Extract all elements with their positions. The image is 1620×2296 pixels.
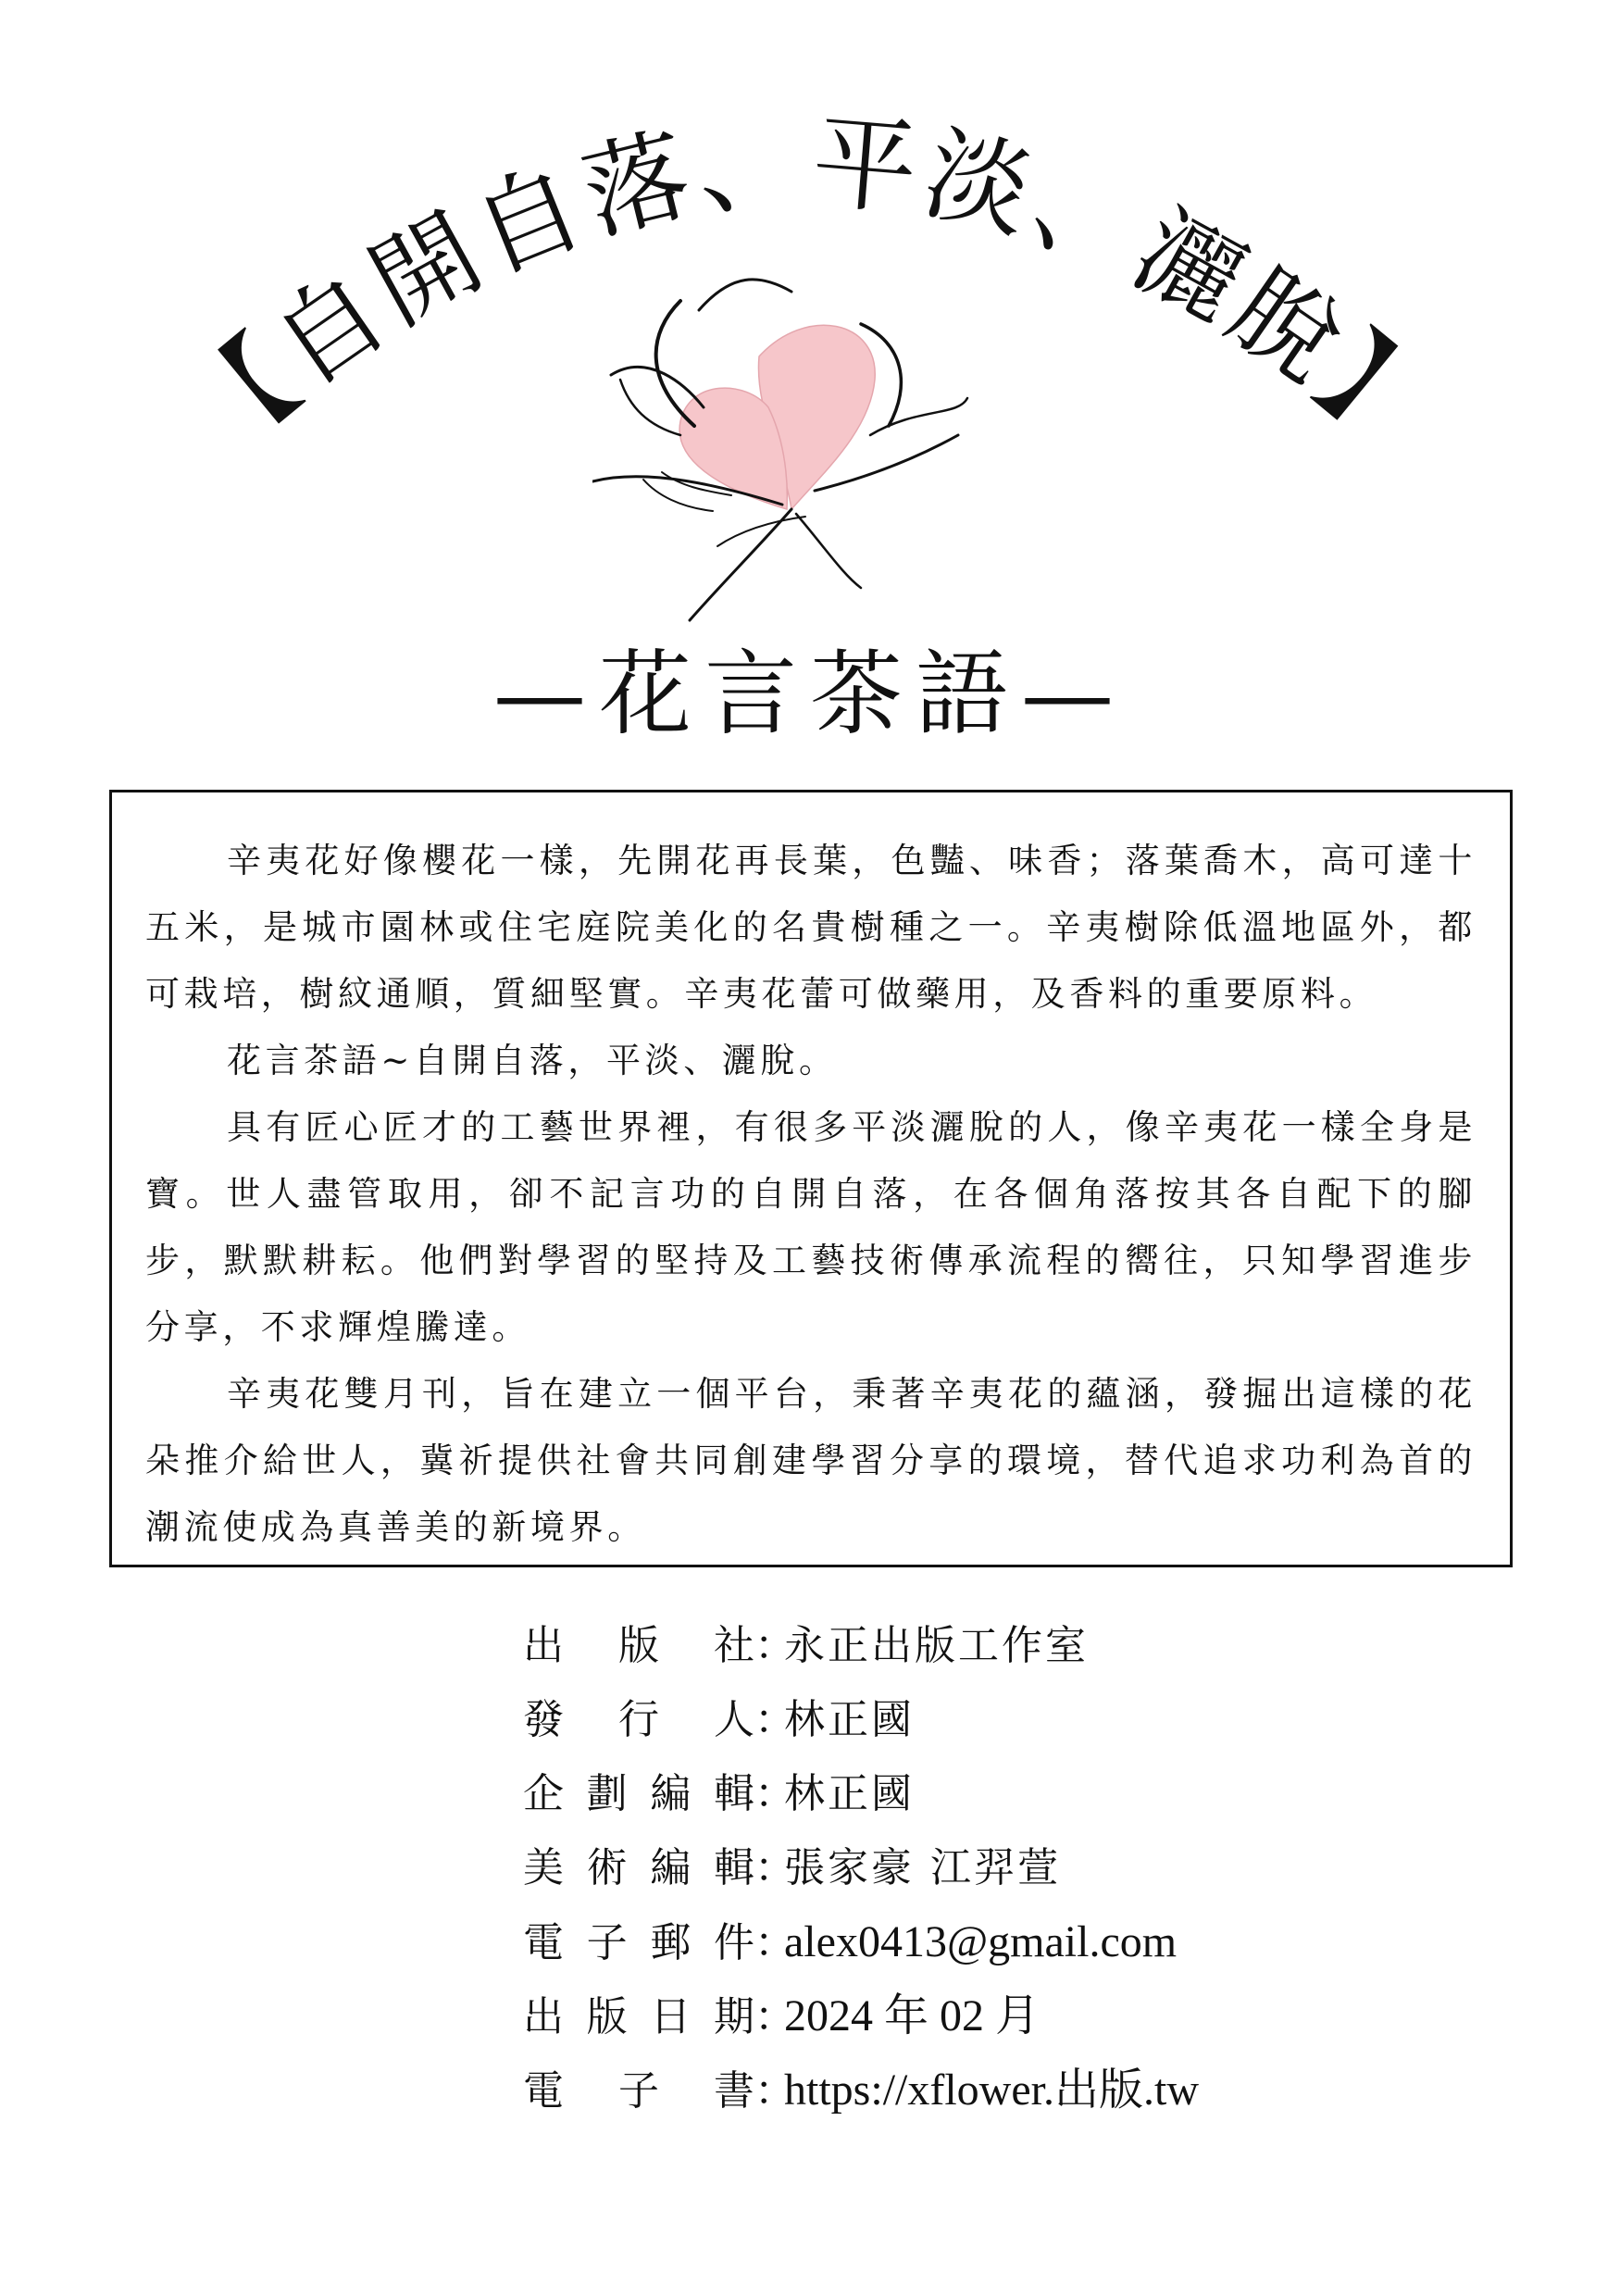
colophon-key-char: 日 bbox=[650, 1993, 692, 2040]
colophon-value: 永正出版工作室 bbox=[784, 1622, 1089, 1669]
colophon-key-char: 電 bbox=[523, 2067, 564, 2115]
colophon-value: 林正國 bbox=[784, 1696, 915, 1743]
colophon-key-char: 版 bbox=[618, 1622, 659, 1669]
colophon-value: 林正國 bbox=[784, 1770, 915, 1817]
colophon-separator: ： bbox=[754, 2067, 795, 2115]
ebook-link[interactable]: https://xflower.出版.tw bbox=[784, 2065, 1199, 2115]
colophon-key-char: 件 bbox=[713, 1919, 754, 1966]
colophon-separator: ： bbox=[754, 1993, 795, 2040]
intro-paragraph: 花言茶語~自開自落，平淡、灑脫。 bbox=[227, 1041, 838, 1080]
colophon-key-char: 期 bbox=[713, 1993, 754, 2040]
colophon-value: 張家豪 江羿萱 bbox=[784, 1844, 1061, 1891]
arc-title-path: 【自開自落、平淡、灑脫】 bbox=[162, 101, 1458, 478]
colophon-key-char: 書 bbox=[714, 2067, 754, 2115]
colophon-key bbox=[523, 1757, 754, 1831]
colophon-key bbox=[523, 2054, 754, 2128]
colophon-row-issuer bbox=[523, 1683, 1449, 1757]
colophon-key bbox=[523, 1980, 754, 2054]
colophon-separator: ： bbox=[754, 1919, 795, 1966]
email-link[interactable]: alex0413@gmail.com bbox=[784, 1917, 1178, 1966]
colophon-key bbox=[523, 1683, 754, 1757]
intro-paragraph: 具有匠心匠才的工藝世界裡，有很多平淡灑脫的人，像辛夷花一樣全身是寶。世人盡管取用，卻不記言功的自開自落，在各個角落按其各自配下的腳步，默默耕耘。他們對學習的堅持及工藝技術傳承流程的嚮往，只知學習進步分享，不求輝煌騰達。 bbox=[145, 1107, 1477, 1347]
magnolia-flower-icon bbox=[592, 268, 991, 630]
colophon-key-char: 社 bbox=[714, 1622, 754, 1669]
colophon-row-planning-editor bbox=[523, 1757, 1449, 1831]
colophon-key-char: 劃 bbox=[586, 1770, 628, 1817]
colophon-key-char: 編 bbox=[650, 1844, 692, 1891]
colophon-value: 2024 年 02 月 bbox=[784, 1991, 1041, 2040]
colophon-key-char: 美 bbox=[523, 1844, 564, 1891]
colophon-key-char: 術 bbox=[586, 1844, 628, 1891]
colophon-key bbox=[523, 1906, 754, 1980]
colophon-key-char: 編 bbox=[650, 1770, 692, 1817]
intro-paragraph: 辛夷花雙月刊，旨在建立一個平台，秉著辛夷花的蘊涵，發掘出這樣的花朵推介給世人，冀祈提供社會共同創建學習分享的環境，替代追求功利為首的潮流使成為真善美的新境界。 bbox=[145, 1374, 1477, 1547]
colophon-key-char: 出 bbox=[523, 1993, 564, 2040]
colophon-key-char: 輯 bbox=[713, 1770, 754, 1817]
colophon-row-publisher bbox=[523, 1609, 1449, 1683]
outer-petal-stroke bbox=[620, 380, 680, 435]
colophon-key-char: 輯 bbox=[713, 1844, 754, 1891]
colophon-separator: ： bbox=[754, 1770, 795, 1817]
colophon-key-char: 子 bbox=[618, 2067, 659, 2115]
colophon-key-char: 版 bbox=[586, 1993, 628, 2040]
intro-paragraph: 辛夷花好像櫻花一樣，先開花再長葉，色豔、味香；落葉喬木，高可達十五米，是城市園林或住宅庭院美化的名貴樹種之一。辛夷樹除低溫地區外，都可栽培，樹紋通順，質細堅實。辛夷花蕾可做藥用，及香料的重要原料。 bbox=[145, 841, 1477, 1014]
colophon-separator: ： bbox=[754, 1696, 795, 1743]
colophon-key-char: 發 bbox=[523, 1696, 564, 1743]
lower-petal-stroke bbox=[796, 514, 861, 588]
colophon-separator: ： bbox=[754, 1622, 795, 1669]
colophon-key bbox=[523, 1831, 754, 1905]
colophon-row-art-editor bbox=[523, 1831, 1449, 1905]
colophon-key-char: 人 bbox=[714, 1696, 754, 1743]
intro-box bbox=[109, 790, 1513, 1567]
colophon-key-char: 電 bbox=[523, 1919, 564, 1966]
colophon-row-publish-date bbox=[523, 1979, 1449, 2053]
colophon-separator: ： bbox=[754, 1844, 795, 1891]
colophon-row-email bbox=[523, 1905, 1449, 1979]
colophon-key-char: 行 bbox=[618, 1696, 659, 1743]
colophon-key bbox=[523, 1609, 754, 1683]
colophon-key-char: 子 bbox=[586, 1919, 628, 1966]
colophon bbox=[523, 1609, 1449, 2128]
colophon-key-char: 出 bbox=[523, 1622, 564, 1669]
colophon-key-char: 企 bbox=[523, 1770, 564, 1817]
outer-petal-stroke bbox=[699, 280, 791, 310]
stem-stroke bbox=[690, 509, 791, 620]
colophon-row-ebook bbox=[523, 2053, 1449, 2128]
colophon-key-char: 郵 bbox=[650, 1919, 692, 1966]
subtitle: —花言茶語— bbox=[493, 640, 1127, 748]
outer-petal-stroke bbox=[870, 398, 967, 435]
